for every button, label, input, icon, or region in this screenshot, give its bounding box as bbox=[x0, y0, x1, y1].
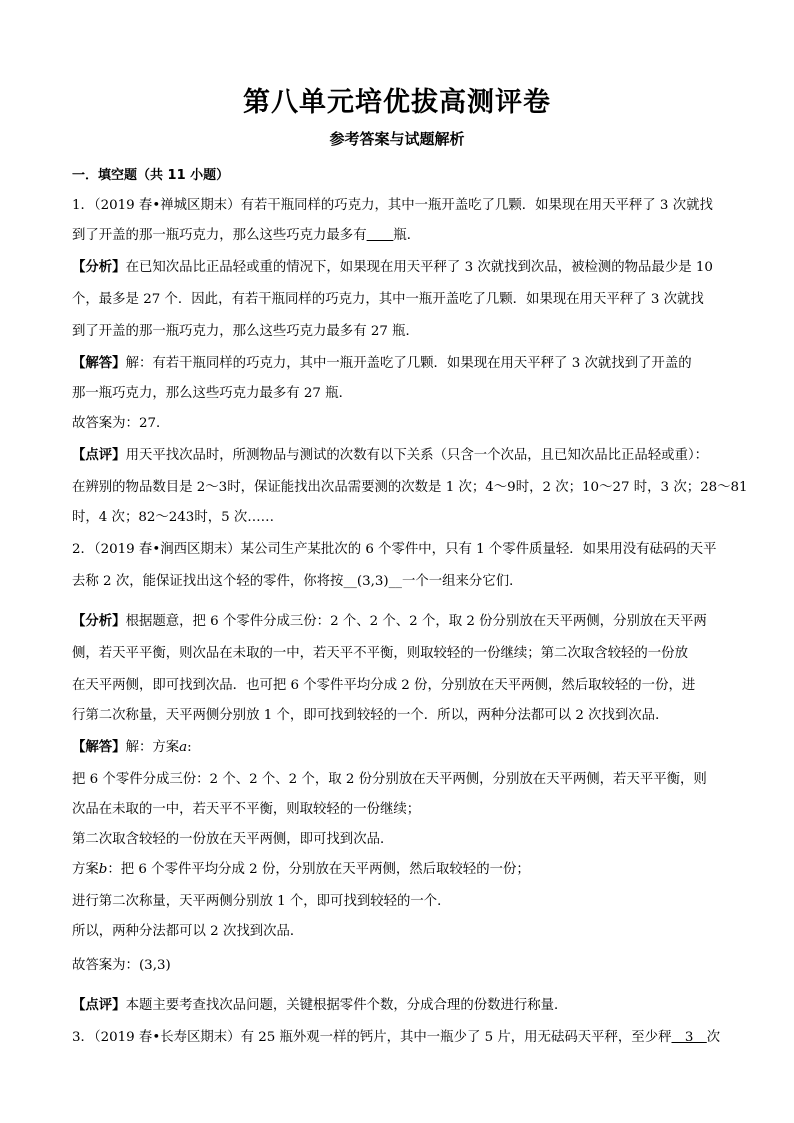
analysis-text: 根据题意，把 6 个零件分成三份：2 个、2 个、2 个，取 2 份分别放在天平两侧，分别放在天平两 bbox=[125, 614, 707, 629]
plan-b-label: b bbox=[98, 862, 108, 877]
comment-tag: 【点评】 bbox=[72, 998, 126, 1013]
answer-text: 解：有若干瓶同样的巧克力，其中一瓶开盖吃了几颗．如果现在用天平秤了 3 次就找到了开盖的 bbox=[125, 356, 692, 371]
q2-analysis-1 bbox=[72, 612, 732, 632]
page-subtitle: 参考答案与试题解析 bbox=[329, 130, 465, 148]
q2-answer-5: 进行第二次称量，天平两侧分别放 1 个，即可找到较轻的一个． bbox=[72, 894, 451, 909]
analysis-tag: 【分析】 bbox=[72, 614, 126, 629]
q1-comment-3: 时，4 次；82～243时，5 次…… bbox=[72, 510, 275, 525]
q2-answer-head: 【解答】解：方案a: bbox=[72, 740, 192, 755]
q2-answer-3: 第二次取含较轻的一份放在天平两侧，即可找到次品． bbox=[72, 832, 394, 847]
q1-analysis-2: 个，最多是 27 个．因此，有若干瓶同样的巧克力，其中一瓶开盖吃了几颗．如果现在用天平秤了 3 次就找 bbox=[72, 292, 704, 307]
q2-text-end: 一个一组来分它们． bbox=[401, 574, 523, 589]
q2-line-1: 2．（2019 春•涧西区期末）某公司生产某批次的 6 个零件中，只有 1 个零件质量轻．如果用没有砝码的天平 bbox=[72, 542, 717, 557]
q1-answer-blank bbox=[367, 228, 394, 243]
comment-text: 本题主要考查找次品问题，关键根据零件个数，分成合理的份数进行称量． bbox=[125, 998, 568, 1013]
plan-b-head: 方案 bbox=[72, 862, 99, 877]
analysis-tag: 【分析】 bbox=[72, 260, 126, 275]
q2-answer-6: 所以，两种分法都可以 2 次找到次品． bbox=[72, 924, 304, 939]
q1-text-end: 瓶． bbox=[393, 228, 421, 243]
q3-text-end: 次 bbox=[706, 1030, 721, 1045]
q3-answer-blank: 3 bbox=[671, 1030, 707, 1045]
q2-analysis-2: 侧，若天平平衡，则次品在未取的一中，若天平不平衡，则取较轻的一份继续；第二次取含较轻的一份放 bbox=[72, 646, 688, 661]
q2-final-answer: 故答案为：(3,3) bbox=[72, 958, 171, 973]
q2-analysis-3: 在天平两侧，即可找到次品．也可把 6 个零件平均分成 2 份，分别放在天平两侧，然后取较轻的一份，进 bbox=[72, 678, 696, 693]
q1-line-2 bbox=[72, 226, 732, 246]
q2-text: 去称 2 次，能保证找出这个轻的零件，你将按 bbox=[72, 574, 344, 589]
q1-line-1: 1．（2019 春•禅城区期末）有若干瓶同样的巧克力，其中一瓶开盖吃了几颗．如果现在用天平秤了 3 次就找 bbox=[72, 198, 713, 213]
answer-tag: 【解答】 bbox=[72, 356, 126, 371]
q2-line-2 bbox=[72, 572, 732, 592]
q3-text: 3．（2019 春•长寿区期末）有 25 瓶外观一样的钙片，其中一瓶少了 5 片，用无砝码天平秤，至少秤 bbox=[72, 1030, 672, 1045]
plan-a-label: a bbox=[179, 740, 188, 755]
q2-answer-blank: __(3,3)__ bbox=[343, 574, 402, 589]
q2-answer-1: 把 6 个零件分成三份：2 个、2 个、2 个，取 2 份分别放在天平两侧，分别放在天平两侧，若天平平衡，则 bbox=[72, 772, 707, 787]
q1-comment-1 bbox=[72, 446, 732, 466]
answer-tag: 【解答】 bbox=[72, 740, 126, 755]
q2-answer-4 bbox=[72, 860, 732, 880]
q3-line-1 bbox=[72, 1028, 732, 1048]
analysis-text: 在已知次品比正品轻或重的情况下，如果现在用天平秤了 3 次就找到次品，被检测的物品最少是 10 bbox=[125, 260, 713, 275]
comment-text: 用天平找次品时，所测物品与测试的次数有以下关系（只含一个次品，且已知次品比正品轻或重）： bbox=[125, 448, 709, 463]
q2-answer-2: 次品在未取的一中，若天平不平衡，则取较轻的一份继续； bbox=[72, 802, 421, 817]
q2-comment-1 bbox=[72, 996, 732, 1016]
q1-text: 到了开盖的那一瓶巧克力，那么这些巧克力最多有 bbox=[72, 228, 367, 243]
page-title: 第八单元培优拔高测评卷 bbox=[243, 87, 551, 118]
plan-b-text: ：把 6 个零件平均分成 2 份，分别放在天平两侧，然后取较轻的一份； bbox=[107, 862, 530, 877]
section-heading: 一．填空题（共 11 小题） bbox=[72, 168, 230, 183]
q1-answer-2: 那一瓶巧克力，那么这些巧克力最多有 27 瓶． bbox=[72, 386, 352, 401]
comment-tag: 【点评】 bbox=[72, 448, 126, 463]
q1-comment-2: 在辨别的物品数目是 2～3时，保证能找出次品需要测的次数是 1 次；4～9时，2 次；10～27 时，3 次；28～81 bbox=[72, 480, 748, 495]
q2-analysis-4: 行第二次称量，天平两侧分别放 1 个，即可找到较轻的一个．所以，两种分法都可以 2 次找到次品． bbox=[72, 708, 669, 723]
q1-analysis-1 bbox=[72, 258, 732, 278]
answer-text: 解：方案 bbox=[125, 740, 180, 755]
q1-answer-1 bbox=[72, 354, 732, 374]
q1-final-answer: 故答案为：27． bbox=[72, 416, 170, 431]
q1-analysis-3: 到了开盖的那一瓶巧克力，那么这些巧克力最多有 27 瓶． bbox=[72, 324, 419, 339]
